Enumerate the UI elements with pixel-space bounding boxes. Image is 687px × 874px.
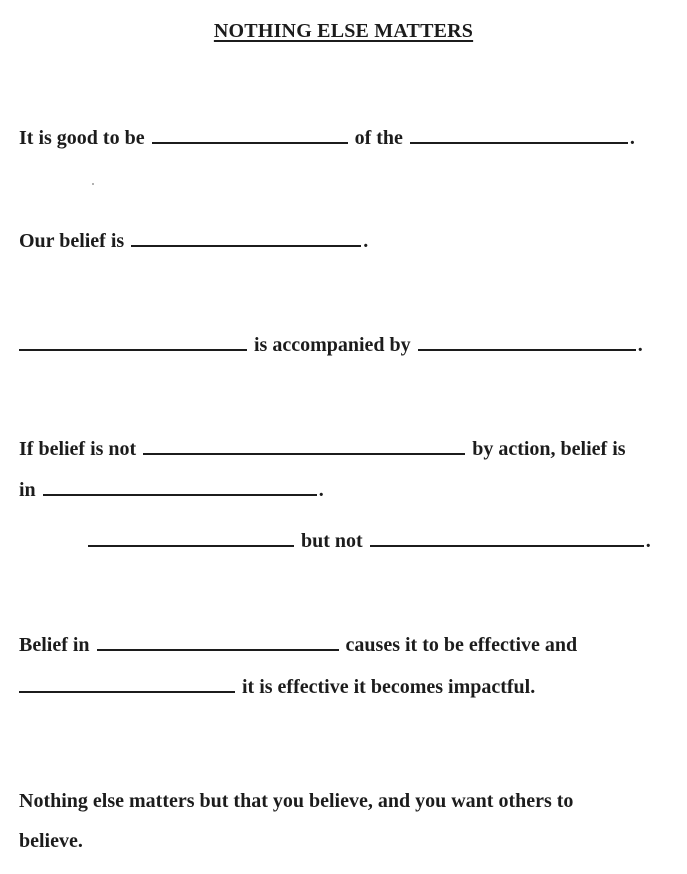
blank-1b[interactable] <box>410 126 628 144</box>
line-2-end: . <box>363 230 369 252</box>
fill-in-line-5 <box>19 478 324 502</box>
line-8-text-a: it is effective it becomes impactful. <box>242 676 536 698</box>
line-5-text-a: in <box>19 479 36 501</box>
fill-in-line-3 <box>19 333 643 357</box>
fill-in-line-8 <box>19 675 535 699</box>
line-4-text-b: by action, belief is <box>472 438 626 460</box>
line-6-end: . <box>645 530 651 552</box>
line-6-text-a: but not <box>301 530 363 552</box>
line-1-text-a: It is good to be <box>19 127 145 149</box>
fill-in-line-6 <box>88 529 651 553</box>
closing-line-2: believe. <box>19 830 83 852</box>
line-7-text-b: causes it to be effective and <box>345 634 578 656</box>
blank-1a[interactable] <box>152 126 348 144</box>
line-2-text-a: Our belief is <box>19 230 125 252</box>
page-title: NOTHING ELSE MATTERS <box>213 20 474 42</box>
blank-8a[interactable] <box>19 675 235 693</box>
blank-5a[interactable] <box>43 478 317 496</box>
line-7-text-a: Belief in <box>19 634 90 656</box>
line-3-text-a: is accompanied by <box>254 334 411 356</box>
blank-6b[interactable] <box>370 529 644 547</box>
line-3-end: . <box>637 334 643 356</box>
line-4-text-a: If belief is not <box>19 438 137 460</box>
blank-2a[interactable] <box>131 229 361 247</box>
blank-6a[interactable] <box>88 529 294 547</box>
fill-in-line-2 <box>19 229 368 253</box>
fill-in-line-1 <box>19 126 635 150</box>
scan-speck <box>92 183 94 185</box>
line-1-text-b: of the <box>354 127 403 149</box>
blank-3b[interactable] <box>418 333 636 351</box>
line-5-end: . <box>318 479 324 501</box>
blank-7a[interactable] <box>97 633 339 651</box>
fill-in-line-7 <box>19 633 577 657</box>
blank-3a[interactable] <box>19 333 247 351</box>
closing-line-1: Nothing else matters but that you believe, and you want others to <box>19 790 574 812</box>
fill-in-line-4 <box>19 437 626 461</box>
blank-4a[interactable] <box>143 437 465 455</box>
line-1-end: . <box>629 127 635 149</box>
